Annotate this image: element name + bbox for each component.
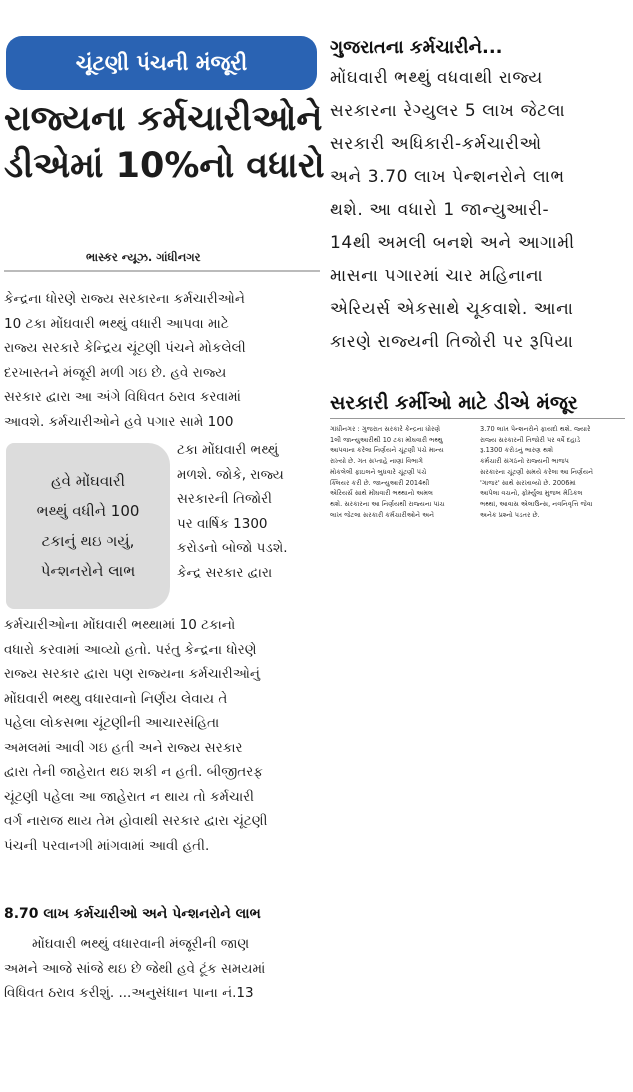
- text-line: થશે. સરકારના આ નિર્ણયથી રાજ્યના પાંચ: [330, 499, 445, 508]
- article-headline: [4, 96, 325, 190]
- secondary-headline-divider: [330, 418, 625, 419]
- text-line: કેન્દ્રના ધોરણે રાજ્ય સરકારના કર્મચારીઓને: [4, 291, 245, 307]
- text-line: ભથ્થાં, આવાસ એલાઉન્સ, નવનિવૃત્તિ જેવા: [480, 499, 593, 508]
- article-paragraph-2: [4, 613, 267, 858]
- text-line: આપેલા વચનો, ફોર્મ્યુલા મુજબ મેડિકલ: [480, 489, 583, 498]
- article-kicker-banner: ચૂંટણી પંચની મંજૂરી: [6, 36, 317, 90]
- text-line: વર્ગ નારાજ થાય તેમ હોવાથી સરકાર દ્વારા ચૂંટણી: [4, 813, 268, 829]
- text-line: દ્વારા તેની જાહેરાત થઇ શકી ન હતી. બીજીતરફ: [4, 764, 263, 780]
- text-line: ક્લિયર કરી છે. જાન્યુઆરી 2014થી: [330, 478, 430, 487]
- byline-divider: [4, 270, 320, 272]
- headline-line: રાજ્યના કર્મચારીઓને: [4, 99, 323, 139]
- pull-quote-box: હવે મોંઘવારી ભથ્થું વધીને 100 ટકાનું થઇ ગયું, પેન્શનરોને લાભ: [6, 443, 170, 609]
- article-byline: ભાસ્કર ન્યૂઝ. ગાંધીનગર: [86, 250, 201, 264]
- text-line: સરકારની તિજોરી: [177, 491, 272, 507]
- text-line: અનેક પ્રશ્નો પડતર છે.: [480, 510, 540, 519]
- text-line: મળશે. જોકે, રાજ્ય: [177, 466, 284, 483]
- text-line: એરિયર્સ સાથે મોંઘવારી ભથ્થાનો અમલ: [330, 489, 433, 498]
- text-line: વિધિવત ઠરાવ કરીશું. ...અનુસંધાન પાના નં.13: [4, 985, 254, 1001]
- text-line: 3.70 લાખ પેન્શનરોને ફાયદો થશે. જ્યારે: [480, 425, 591, 433]
- text-line: દરખાસ્તને મંજૂરી મળી ગઇ છે. હવે રાજ્ય: [4, 364, 227, 381]
- text-line: એરિયર્સ એકસાથે ચૂકવાશે. આના: [330, 299, 574, 319]
- text-line: અમને આજે સાંજે થઇ છે જેથી હવે ટૂંક સમયમાં: [4, 960, 266, 977]
- continuation-body: [330, 62, 626, 359]
- article-paragraph-3: [4, 932, 265, 1006]
- article-paragraph-1: [4, 287, 246, 434]
- text-line: થશે. આ વધારો 1 જાન્યુઆરી-: [330, 200, 550, 220]
- text-line: મોકલેલી ફાઇલને બુધવારે ચૂંટણી પંચે: [330, 467, 427, 476]
- text-line: સરકારના રેગ્યુલર 5 લાખ જેટલા: [330, 101, 566, 121]
- text-line: પહેલા લોકસભા ચૂંટણીની આચારસંહિતા: [4, 715, 220, 731]
- text-line: ચૂંટણી પહેલા આ જાહેરાત ન થાય તો કર્મચારી: [4, 788, 255, 805]
- text-line: સરકાર દ્વારા આ અંગે વિધિવત ઠરાવ કરવામાં: [4, 389, 241, 405]
- text-line: આવશે. કર્મચારીઓને હવે પગાર સામે 100: [4, 413, 234, 430]
- small-print-column-1: [330, 424, 476, 520]
- text-line: રાજ્ય સરકારની તિજોરી પર વર્ષે દહાડે: [480, 435, 581, 444]
- text-line: વધારો કરવામાં આવ્યો હતો. પરંતુ કેન્દ્રના ધોરણે: [4, 641, 257, 658]
- text-line: ગાંધીનગર : ગુજરાત સરકારે કેન્દ્રના ધોરણે: [330, 425, 441, 433]
- text-line: 14થી અમલી બનશે અને આગામી: [330, 233, 575, 253]
- text-line: મોંઘવારી ભથ્થુ વધારવાનો નિર્ણય લેવાય તે: [4, 690, 228, 707]
- text-line: 1લી જાન્યુઆરીથી 10 ટકા મોંઘવારી ભથ્થુ: [330, 435, 443, 444]
- text-line: મોંઘવારી ભથ્થું વધવાથી રાજ્ય: [330, 68, 543, 88]
- text-line: રાજ્ય સરકાર દ્વારા પણ રાજ્યના કર્મચારીઓનું: [4, 666, 260, 682]
- text-line: પંચની પરવાનગી માંગવામાં આવી હતી.: [4, 837, 210, 854]
- text-line: રૂ.1300 કરોડનું ભારણ થશે: [480, 446, 554, 455]
- secondary-headline: સરકારી કર્મીઓ માટે ડીએ મંજૂર: [330, 392, 578, 414]
- text-line: ટકા મોંઘવારી ભથ્થું: [177, 442, 279, 458]
- headline-line: ડીએમાં 10%નો વધારો: [4, 146, 325, 186]
- text-line: 10 ટકા મોંઘવારી ભથ્થું વધારી આપવા માટે: [4, 315, 229, 332]
- article-side-column: [177, 438, 288, 585]
- text-line: કર્મચારીઓના મોંઘવારી ભથ્થામાં 10 ટકાનો: [4, 617, 236, 633]
- text-line: રાખ્યો છે. ગત સપ્તાહે નાણાં વિભાગે: [330, 457, 423, 466]
- continuation-title: ગુજરાતના કર્મચારીને...: [330, 37, 503, 58]
- text-line: 'ગાજર' સાથે સરખાવ્યો છે. 2006માં: [480, 478, 576, 487]
- text-line: અમલમાં આવી ગઇ હતી અને રાજ્ય સરકાર: [4, 739, 243, 756]
- text-line: મોંઘવારી ભથ્થું વધારવાની મંજૂરીની જાણ: [32, 936, 250, 952]
- text-line: કર્મચારી સંગઠનો રાજ્યની ભાજપ: [480, 457, 569, 466]
- text-line: સરકારી અધિકારી-કર્મચારીઓ: [330, 134, 542, 154]
- text-line: પર વાર્ષિક 1300: [177, 515, 268, 532]
- text-line: માસના પગારમાં ચાર મહિનાના: [330, 266, 544, 286]
- text-line: કારણે રાજ્યની તિજોરી પર રૂપિયા: [330, 332, 574, 352]
- text-line: લાખ જેટલા સરકારી કર્મચારીઓને અને: [330, 510, 435, 519]
- text-line: અને 3.70 લાખ પેન્શનરોને લાભ: [330, 167, 565, 187]
- text-line: સરકારના ચૂંટણી સમયે કરેલા આ નિર્ણયને: [480, 467, 594, 476]
- text-line: આપવાના કરેલા નિર્ણયને ચૂંટણી પંચે માન્ય: [330, 446, 444, 455]
- text-line: રાજ્ય સરકારે કેન્દ્રિય ચૂંટણી પંચને મોકલેલી: [4, 340, 246, 356]
- text-line: કરોડનો બોજો પડશે.: [177, 540, 288, 556]
- article-subheading: 8.70 લાખ કર્મચારીઓ અને પેન્શનરોને લાભ: [4, 906, 261, 922]
- small-print-column-2: [480, 424, 626, 520]
- text-line: કેન્દ્ર સરકાર દ્વારા: [177, 564, 273, 581]
